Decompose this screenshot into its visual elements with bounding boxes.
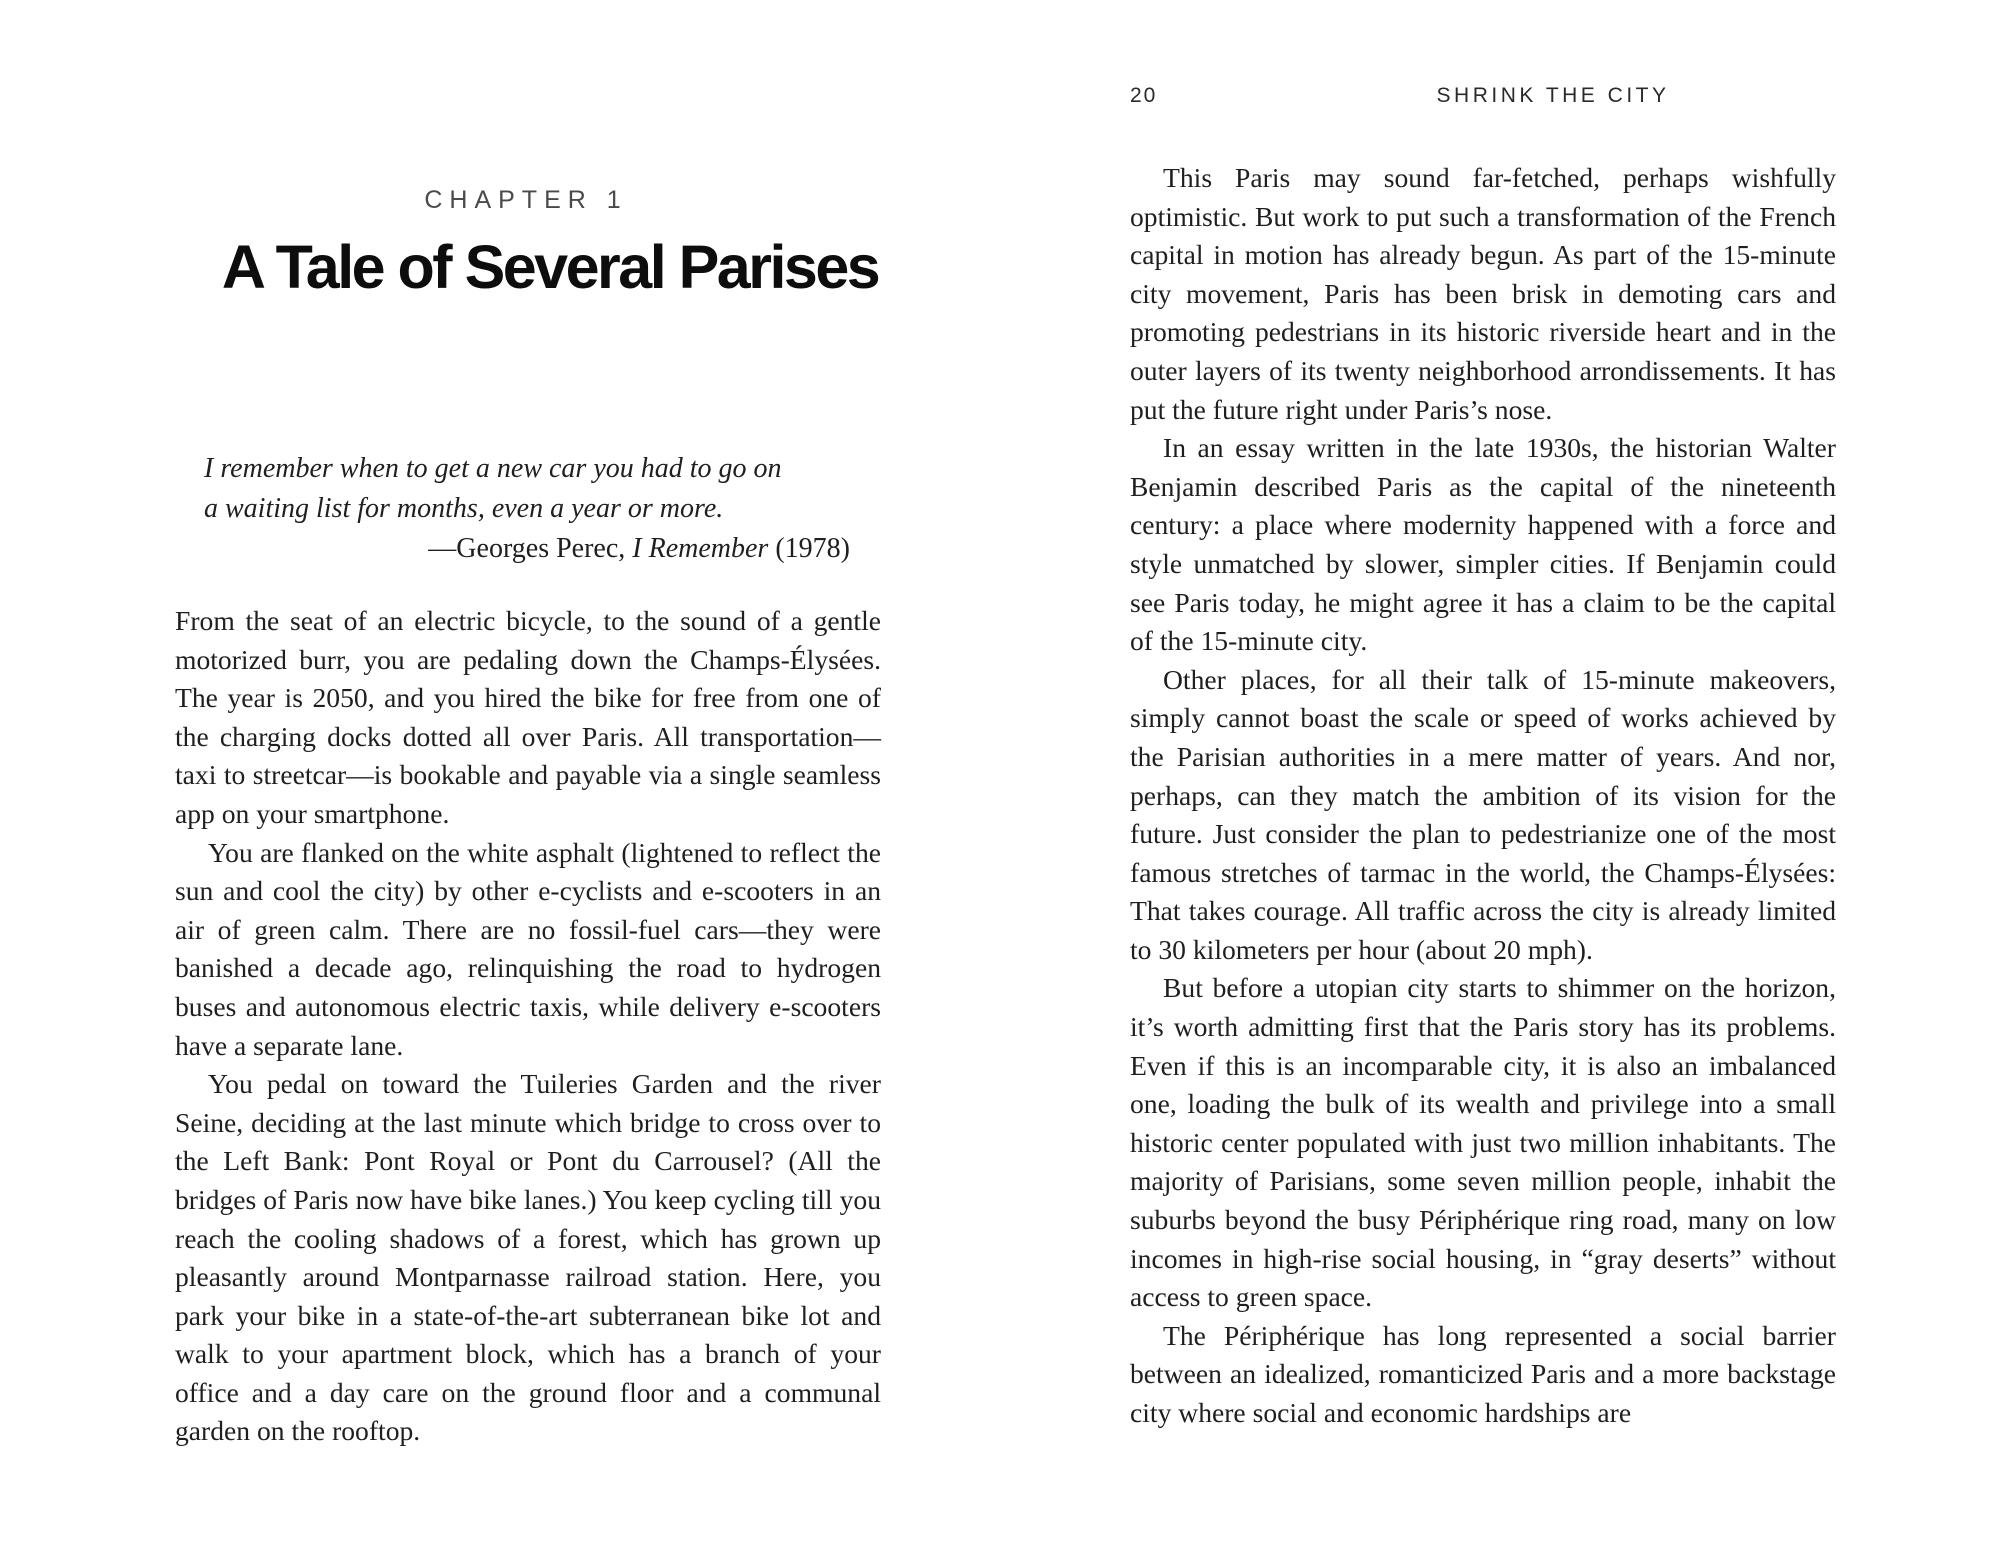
paragraph: In an essay written in the late 1930s, the historian Walter Benjamin described Paris as the capital of the nineteenth century: a place where modernity happened with a force and style unmatched by slower, simpler cities. If Benjamin could see Paris today, he might agree it has a claim to be the capital of the 15-minute city. <box>1130 432 1836 657</box>
epigraph-quote <box>204 449 854 529</box>
epigraph-year: (1978) <box>768 533 850 564</box>
epigraph-author: —Georges Perec, <box>428 533 633 564</box>
running-head-title: SHRINK THE CITY <box>1436 84 1670 107</box>
paragraph: But before a utopian city starts to shimmer on the horizon, it’s worth admitting first that the Paris story has its problems. Even if this is an incomparable city, it is also an imbalanced one, loading the bulk of its wealth and privilege into a small historic center populated with just two million inhabitants. The majority of Parisians, some seven million people, inhabit the suburbs beyond the busy Périphérique ring road, many on low incomes in high-rise social housing, in “gray deserts” without access to green space. <box>1130 972 1836 1313</box>
paragraph: Other places, for all their talk of 15-minute makeovers, simply cannot boast the scale or speed of works achieved by the Parisian authorities in a mere matter of years. And nor, perhaps, can they match the ambition of its vision for the future. Just consider the plan to pedestrianize one of the most famous stretches of tarmac in the world, the Champs-Élysées: That takes courage. All traffic across the city is already limited to 30 kilometers per hour (about 20 mph). <box>1130 663 1836 965</box>
paragraph: From the seat of an electric bicycle, to the sound of a gentle motorized burr, you are pedaling down the Champs-Élysées. The year is 2050, and you hired the bike for free from one of the charging docks dotted all over Paris. All transportation—taxi to streetcar—is bookable and payable via a single seamless app on your smartphone. <box>175 605 881 829</box>
epigraph-work-title: I Remember <box>632 533 769 564</box>
epigraph-line: I remember when to get a new car you had to go on <box>204 453 782 484</box>
chapter-label: CHAPTER 1 <box>424 186 628 214</box>
paragraph: This Paris may sound far-fetched, perhaps wishfully optimistic. But work to put such a transformation of the French capital in motion has already begun. As part of the 15-minute city movement, Paris has been brisk in demoting cars and promoting pedestrians in its historic riverside heart and in the outer layers of its twenty neighborhood arrondissements. It has put the future right under Paris’s nose. <box>1130 162 1836 425</box>
right-body-text <box>1130 159 1836 1433</box>
chapter-title: A Tale of Several Parises <box>221 233 879 301</box>
paragraph: The Périphérique has long represented a social barrier between an idealized, romanticized Paris and a more backstage city where social and economic hardships are <box>1130 1319 1836 1428</box>
left-body-text <box>175 602 881 1451</box>
page-number: 20 <box>1130 84 1158 107</box>
paragraph: You are flanked on the white asphalt (lightened to reflect the sun and cool the city) by other e-cyclists and e-scooters in an air of green calm. There are no fossil-fuel cars—they were banished a decade ago, relinquishing the road to hydrogen buses and autonomous electric taxis, while delivery e-scooters have a separate lane. <box>175 836 881 1061</box>
paragraph: You pedal on toward the Tuileries Garden and the river Seine, deciding at the last minute which bridge to cross over to the Left Bank: Pont Royal or Pont du Carrousel? (All the bridges of Paris now have bike lanes.) You keep cycling till you reach the cooling shadows of a forest, which has grown up pleasantly around Montparnasse railroad station. Here, you park your bike in a state-of-the-art subterranean bike lot and walk to your apartment block, which has a branch of your office and a day care on the ground floor and a communal garden on the rooftop. <box>175 1068 881 1447</box>
right-page <box>1000 0 2000 1550</box>
epigraph-attribution <box>204 529 854 569</box>
epigraph <box>204 449 854 569</box>
epigraph-line: a waiting list for months, even a year or more. <box>204 493 724 524</box>
